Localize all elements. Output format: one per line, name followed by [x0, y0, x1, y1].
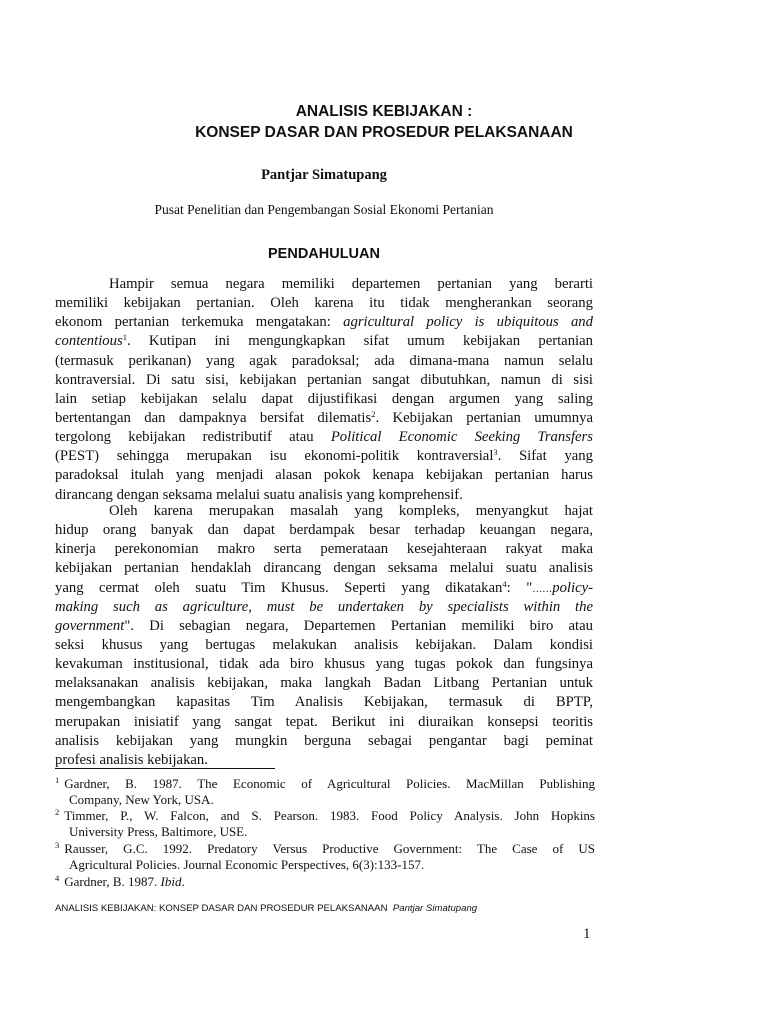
body-line: mengembangkan kapasitas Tim Analisis Kebijakan, termasuk di BPTP, — [55, 694, 593, 711]
body-line — [55, 617, 593, 636]
footnote-line — [55, 808, 595, 824]
body-text: . Kutipan ini mengungkapkan sifat umum kebijakan pertanian — [126, 333, 593, 350]
body-text: ekonom pertanian terkemuka mengatakan: — [55, 314, 344, 331]
body-line: memiliki kebijakan pertanian. Oleh karena itu tidak mengherankan seorang — [55, 295, 593, 312]
author-name: Pantjar Simatupang — [261, 167, 387, 183]
footnote-line: Agricultural Policies. Journal Economic Perspectives, 6(3):133-157. — [69, 857, 425, 873]
page-number: 1 — [583, 926, 591, 942]
body-line — [55, 313, 593, 332]
body-line: seksi khusus yang bertugas melakukan analisis kebijakan. Dalam kondisi — [55, 636, 593, 653]
body-text: (PEST) sehingga merupakan isu ekonomi-politik kontraversial — [55, 448, 494, 465]
footnote-ref: 4 — [502, 578, 507, 589]
footnote-line — [55, 776, 595, 792]
author-affiliation: Pusat Penelitian dan Pengembangan Sosial Ekonomi Pertanian — [154, 202, 494, 217]
body-line — [55, 598, 593, 617]
paragraph-1 — [55, 275, 593, 505]
running-footer-title: ANALISIS KEBIJAKAN: KONSEP DASAR DAN PROSEDUR PELAKSANAAN — [55, 903, 388, 914]
footnote-line — [55, 874, 595, 890]
body-text: bertentangan dan dampaknya bersifat dilematis — [55, 409, 372, 426]
paper-title — [0, 101, 768, 143]
body-text: ". Di sebagian negara, Departemen Pertanian memiliki biro atau — [124, 617, 593, 634]
footnote-text: . — [181, 874, 185, 889]
footnote-3 — [55, 841, 595, 873]
term-italic: Political Economic Seeking Transfers — [330, 429, 593, 446]
footnote-number: 3 — [55, 840, 60, 850]
body-line — [55, 428, 593, 447]
body-text: . Sifat yang — [497, 448, 593, 465]
title-line-2: KONSEP DASAR DAN PROSEDUR PELAKSANAAN — [195, 124, 573, 141]
footnote-number: 4 — [55, 873, 60, 883]
running-footer — [55, 903, 477, 914]
body-text: : " — [506, 579, 533, 596]
section-heading: PENDAHULUAN — [268, 246, 380, 262]
footnote-2 — [55, 808, 595, 840]
footnote-ref: 1 — [122, 332, 127, 343]
body-line: kevakuman institusional, tidak ada biro khusus yang tugas pokok dan fungsinya — [55, 656, 593, 673]
running-footer-author: Pantjar Simatupang — [392, 903, 478, 914]
body-line: profesi analisis kebijakan. — [55, 751, 208, 768]
body-line — [55, 332, 593, 351]
body-line: (termasuk perikanan) yang agak paradoksal; ada dimana-mana namun selalu — [55, 352, 593, 369]
body-line: analisis kebijakan yang mungkin berguna sebagai pengantar bagi peminat — [55, 732, 593, 749]
paragraph-2 — [55, 502, 593, 770]
body-line: hidup orang banyak dan dapat berdampak besar terhadap keuangan negara, — [55, 522, 593, 539]
body-text: yang cermat oleh suatu Tim Khusus. Seperti yang dikatakan — [55, 579, 503, 596]
body-line: kontraversial. Di satu sisi, kebijakan pertanian sangat dibutuhkan, namun di sisi — [55, 371, 593, 388]
body-text: tergolong kebijakan redistributif atau — [55, 429, 331, 446]
body-line: paradoksal itulah yang menjadi alasan pokok kenapa kebijakan pertanian harus — [55, 467, 593, 484]
footnote-italic: Ibid — [160, 874, 182, 889]
footnote-number: 1 — [55, 775, 60, 785]
body-line: Oleh karena merupakan masalah yang kompleks, menyangkut hajat — [109, 503, 593, 519]
footnote-line: University Press, Baltimore, USE. — [69, 824, 248, 840]
body-line: kinerja perekonomian makro serta pemerataan kesejahteraan rakyat maka — [55, 541, 593, 558]
footnote-4 — [55, 874, 595, 890]
body-line — [55, 579, 593, 598]
footnote-text: Gardner, B. 1987. — [64, 874, 161, 889]
quote-italic: making such as agriculture, must be undertaken by specialists within the — [55, 598, 593, 615]
footnote-1 — [55, 776, 595, 808]
body-line: dirancang dengan seksama melalui suatu analisis yang komprehensif. — [55, 486, 463, 503]
footnote-text: Rausser, G.C. 1992. Predatory Versus Productive Government: The Case of US — [64, 841, 595, 856]
footnote-text: Timmer, P., W. Falcon, and S. Pearson. 1983. Food Policy Analysis. John Hopkins — [64, 808, 595, 823]
quote-italic: government — [55, 617, 125, 634]
body-line: merupakan inisiatif yang sangat tepat. Berikut ini diuraikan konsepsi teoritis — [55, 713, 593, 730]
body-line — [55, 409, 593, 428]
footnote-ref: 2 — [371, 408, 376, 419]
ellipsis: …… — [532, 583, 553, 595]
footnote-separator — [55, 768, 275, 769]
title-line-1: ANALISIS KEBIJAKAN : — [295, 103, 473, 120]
footnote-text: Gardner, B. 1987. The Economic of Agricultural Policies. MacMillan Publishing — [64, 776, 595, 791]
body-line: lain setiap kebijakan selalu dapat dijustifikasi dengan argumen yang saling — [55, 390, 593, 407]
body-line: melaksanakan analisis kebijakan, maka langkah Badan Litbang Pertanian untuk — [55, 675, 593, 692]
body-text: . Kebijakan pertanian umumnya — [375, 409, 594, 426]
quote-italic: contentious — [55, 333, 123, 350]
footnote-ref: 3 — [493, 447, 498, 458]
body-line — [55, 447, 593, 466]
quote-italic: agricultural policy is ubiquitous and — [343, 314, 593, 331]
footnote-number: 2 — [55, 807, 60, 817]
quote-italic: policy- — [552, 579, 594, 596]
body-line: Hampir semua negara memiliki departemen pertanian yang berarti — [109, 276, 593, 292]
footnote-line — [55, 841, 595, 857]
body-line: kebijakan pertanian hendaklah dirancang dengan seksama melalui suatu analisis — [55, 560, 593, 577]
footnote-line: Company, New York, USA. — [69, 792, 214, 808]
